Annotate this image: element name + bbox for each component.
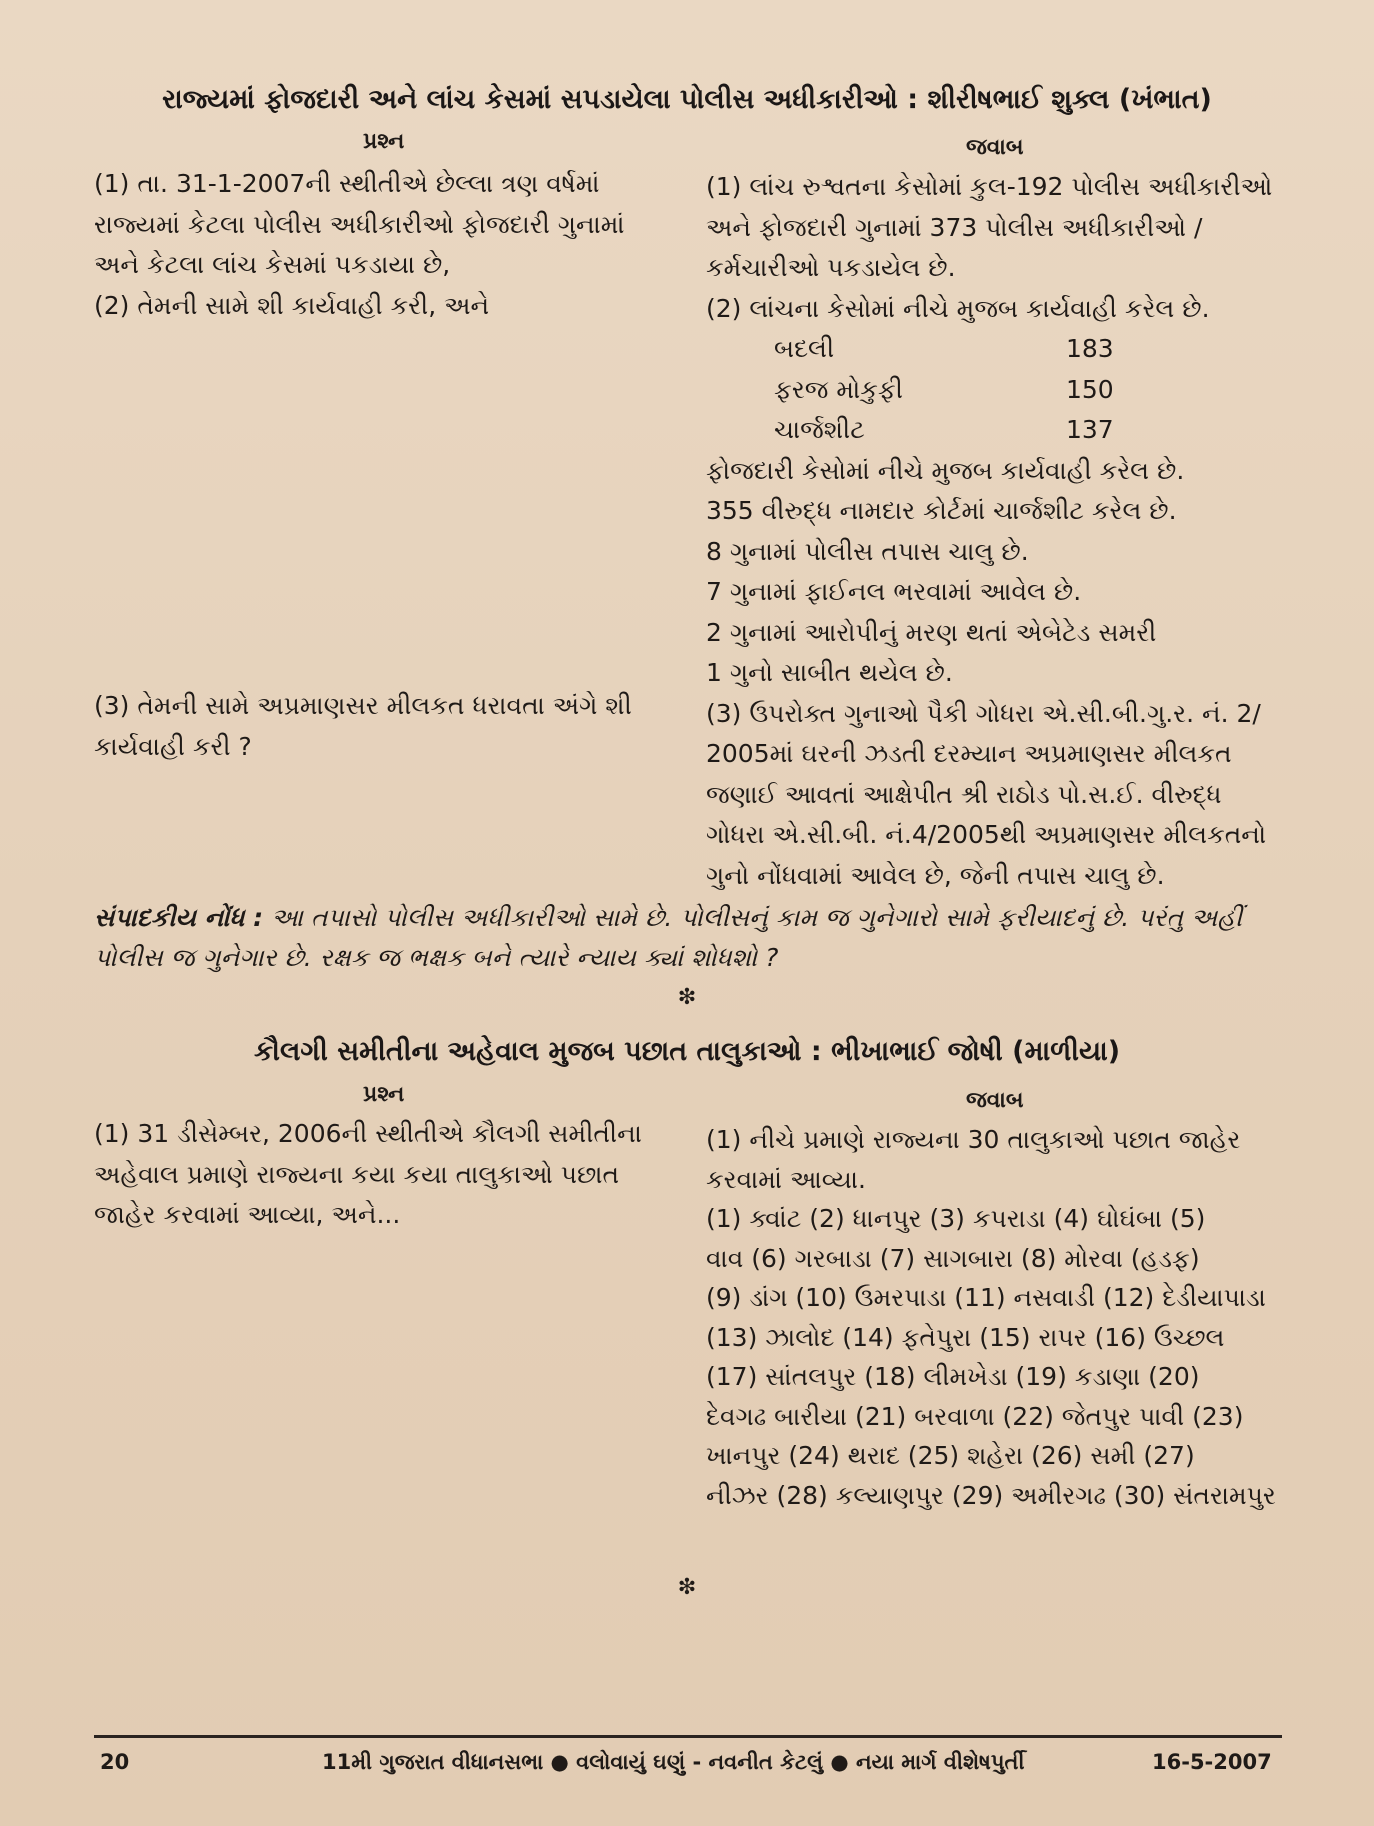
footer-page-number: 20 (100, 1750, 130, 1774)
section2-question (94, 1114, 684, 1236)
action-row (706, 370, 1288, 411)
separator-ornament: ❇ (677, 1575, 697, 1600)
answer-line: (2) લાંચના કેસોમાં નીચે મુજબ કાર્યવાહી કરેલ છે. (706, 293, 1210, 323)
answer-line: દેવગઢ બારીયા (21) બરવાળા (22) જેતપુર પાવી (23) (706, 1401, 1244, 1431)
answer-line: 7 ગુનામાં ફાઈનલ ભરવામાં આવેલ છે. (706, 577, 1082, 606)
action-row (706, 410, 1288, 451)
answer-line: વાવ (6) ગરબાડા (7) સાગબારા (8) મોરવા (હડફ) (706, 1243, 1200, 1273)
editorial-note-label: સંપાદકીય નોંધ : (94, 903, 264, 932)
section1-answer-1-2 (706, 167, 1288, 896)
action-row (706, 329, 1288, 370)
editorial-note (94, 898, 1290, 978)
answer-line: કર્મચારીઓ પકડાયેલ છે. (706, 253, 956, 282)
section1-question-1-2 (94, 164, 684, 326)
answer-line: 2005માં ઘરની ઝડતી દરમ્યાન અપ્રમાણસર મીલકત (706, 739, 1232, 768)
answer-line: (1) નીચે પ્રમાણે રાજ્યના 30 તાલુકાઓ પછાત જાહેર (706, 1125, 1241, 1154)
footer-rule (94, 1735, 1282, 1738)
editorial-note-line (94, 898, 1290, 938)
action-label: ચાર્જશીટ (774, 415, 865, 444)
footer-publication: 11મી ગુજરાત વીધાનસભા ● વલોવાયું ઘણું - નવનીત કેટલું ● નયા માર્ગ વીશેષપુર્તી (322, 1750, 1025, 1774)
answer-line: 355 વીરુદ્ધ નામદાર કોર્ટમાં ચાર્જશીટ કરેલ છે. (706, 496, 1177, 525)
question-line: કાર્યવાહી કરી ? (94, 731, 252, 761)
section1-question-3 (94, 686, 684, 767)
question-line: (1) તા. 31-1-2007ની સ્થીતીએ છેલ્લા ત્રણ વર્ષમાં (94, 169, 600, 198)
action-value: 137 (1066, 415, 1114, 444)
section2-answer-header: જવાબ (966, 1088, 1024, 1113)
answer-line: જણાઈ આવતાં આક્ષેપીત શ્રી રાઠોડ પો.સ.ઈ. વીરુદ્ધ (706, 779, 1222, 809)
editorial-note-text: આ તપાસો પોલીસ અધીકારીઓ સામે છે. પોલીસનું કામ જ ગુનેગારો સામે ફરીયાદનું છે. પરંતુ અહીં (271, 903, 1243, 932)
answer-line: ગોધરા એ.સી.બી. નં.4/2005થી અપ્રમાણસર મીલકતનો (706, 820, 1267, 849)
answer-line: 2 ગુનામાં આરોપીનું મરણ થતાં એબેટેડ સમરી (706, 617, 1157, 647)
answer-line: (17) સાંતલપુર (18) લીમખેડા (19) કડાણા (20) (706, 1362, 1200, 1391)
answer-line: (3) ઉપરોક્ત ગુનાઓ પૈકી ગોધરા એ.સી.બી.ગુ.ર. નં. 2/ (706, 698, 1261, 728)
action-label: ફરજ મોકુફી (774, 374, 903, 404)
answer-line: ખાનપુર (24) થરાદ (25) શહેરા (26) સમી (27) (706, 1441, 1195, 1470)
answer-line: (9) ડાંગ (10) ઉમરપાડા (11) નસવાડી (12) દેડીયાપાડા (706, 1283, 1266, 1312)
question-line: (3) તેમની સામે અપ્રમાણસર મીલકત ધરાવતા અંગે શી (94, 691, 632, 720)
question-line: રાજ્યમાં કેટલા પોલીસ અધીકારીઓ ફોજદારી ગુનામાં (94, 209, 625, 239)
question-line: જાહેર કરવામાં આવ્યા, અને... (94, 1200, 401, 1229)
section2-answer (706, 1120, 1288, 1515)
question-line: અને કેટલા લાંચ કેસમાં પકડાયા છે, (94, 250, 451, 279)
answer-line: 8 ગુનામાં પોલીસ તપાસ ચાલુ છે. (706, 536, 1029, 566)
question-line: (1) 31 ડીસેમ્બર, 2006ની સ્થીતીએ કૌલગી સમીતીના (94, 1119, 642, 1148)
action-label: બદલી (774, 334, 835, 363)
answer-line: નીઝર (28) કલ્યાણપુર (29) અમીરગઢ (30) સંતરામપુર (706, 1480, 1276, 1510)
action-value: 183 (1066, 334, 1114, 363)
section1-question-header: પ્રશ્ન (363, 129, 405, 154)
section2-title: કૌલગી સમીતીના અહેવાલ મુજબ પછાત તાલુકાઓ : ભીખાભાઈ જોષી (માળીયા) (253, 1036, 1121, 1067)
answer-line: (1) ક્વાંટ (2) ધાનપુર (3) કપરાડા (4) ઘોઘંબા (5) (706, 1204, 1206, 1233)
answer-line: ફોજદારી કેસોમાં નીચે મુજબ કાર્યવાહી કરેલ છે. (706, 455, 1185, 485)
section1-title: રાજ્યમાં ફોજદારી અને લાંચ કેસમાં સપડાયેલા પોલીસ અધીકારીઓ : શીરીષભાઈ શુક્લ (ખંભાત) (162, 84, 1212, 115)
footer-date: 16-5-2007 (1152, 1750, 1272, 1774)
question-line: (2) તેમની સામે શી કાર્યવાહી કરી, અને (94, 290, 490, 320)
answer-line: કરવામાં આવ્યા. (706, 1164, 866, 1194)
action-value: 150 (1066, 374, 1114, 404)
separator-ornament: ❇ (677, 985, 697, 1010)
section1-answer-header: જવાબ (966, 135, 1024, 160)
answer-line: (1) લાંચ રુશ્વતના કેસોમાં કુલ-192 પોલીસ અધીકારીઓ (706, 172, 1273, 201)
answer-line: અને ફોજદારી ગુનામાં 373 પોલીસ અધીકારીઓ / (706, 212, 1203, 242)
answer-line: ગુનો નોંધવામાં આવેલ છે, જેની તપાસ ચાલુ છે. (706, 860, 1165, 890)
question-line: અહેવાલ પ્રમાણે રાજ્યના કયા કયા તાલુકાઓ પછાત (94, 1159, 620, 1189)
answer-line: 1 ગુનો સાબીત થયેલ છે. (706, 658, 953, 687)
editorial-note-line: પોલીસ જ ગુનેગાર છે. રક્ષક જ ભક્ષક બને ત્યારે ન્યાય ક્યાં શોધશો ? (94, 943, 779, 972)
answer-line: (13) ઝાલોદ (14) ફતેપુરા (15) રાપર (16) ઉચ્છલ (706, 1322, 1225, 1352)
section2-question-header: પ્રશ્ન (363, 1082, 405, 1107)
